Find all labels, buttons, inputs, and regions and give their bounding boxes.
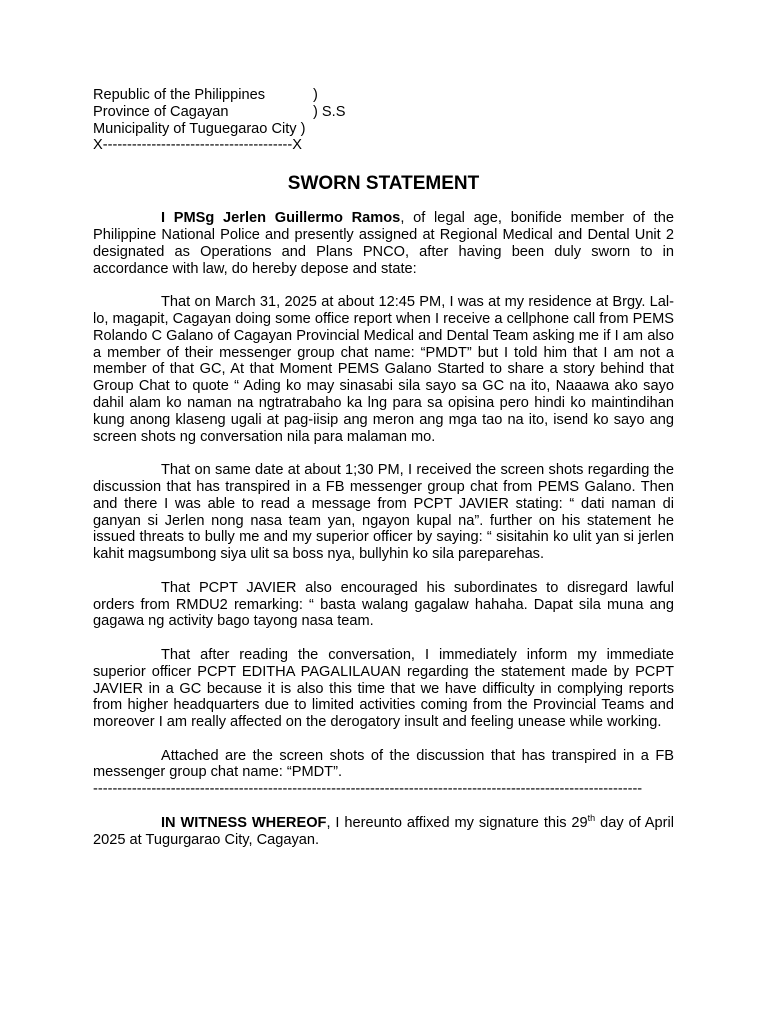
witness-heading: IN WITNESS WHEREOF	[161, 814, 327, 831]
section-divider: -----------------------------------------------------------------------------------------------------------------	[93, 781, 643, 798]
paragraph-witness	[93, 815, 674, 849]
caption-ss: ) S.S	[313, 103, 346, 120]
caption-paren-3-text: )	[300, 120, 306, 137]
caption-paren-1: )	[313, 87, 318, 103]
caption-line-3	[93, 121, 674, 138]
caption-municipality: Municipality of Tuguegarao City	[93, 120, 297, 137]
witness-text-a: , I hereunto affixed my signature this 29	[326, 814, 588, 831]
paragraph-screenshots: That on same date at about 1;30 PM, I received the screen shots regarding the discussion that has transpired in a FB messenger group chat from PEMS Galano. Then and there I was able to read a message from PCPT JAVIER stating: “ dati naman di ganyan si Jerlen nong nasa team yan, ngayon kupal na”. further on his statement he issued threats to bully me and my superior officer by saying: “ sisitahin ko ulit yan si jerlen kahit magsumbong siya ulit sa boss nya, bullyhin ko sila pareparehas.	[93, 462, 674, 563]
caption-separator: X---------------------------------------X	[93, 137, 303, 154]
paragraph-inform-superior: That after reading the conversation, I immediately inform my immediate superior officer PCPT EDITHA PAGALILAUAN regarding the statement made by PCPT JAVIER in a GC because it is also this time that we have difficulty in complying reports from higher headquarters due to limited activities coming from the Provincial Teams and moreover I am really affected on the derogatory insult and feeling unease while working.	[93, 646, 674, 731]
caption-province: Province of Cagayan	[93, 103, 229, 120]
paragraph-intro	[93, 210, 674, 277]
caption-line-1	[93, 87, 674, 104]
paragraph-march-31: That on March 31, 2025 at about 12:45 PM, I was at my residence at Brgy. Lal-lo, magapit, Cagayan doing some office report when I receive a cellphone call from PEMS Rolando C Galano of Cagayan Provincial Medical and Dental Team asking me if I am also a member of their messenger group chat name: “PMDT” but I told him that I am not a member of that GC, At that Moment PEMS Galano Started to share a story behind that Group Chat to quote “ Ading ko may sinasabi sila sayo sa GC na ito, Naaawa ako sayo dahil alam ko naman na ngtratrabaho ka lng para sa opisina pero hindi ko maintindihan kung anong klaseng ugali at pag-iisip ang meron ang mga tao na ito, isend ko sayo ang screen shots ng conversation nila para malaman mo.	[93, 294, 674, 445]
intro-text: , of legal age, bonifide member of the Philippine National Police and presently assigned at Regional Medical and Dental Unit 2 designated as Operations and Plans PNCO, after having been duly sworn to in accordance with law, do hereby depose and state:	[93, 210, 675, 277]
affiant-name: I PMSg Jerlen Guillermo Ramos	[161, 210, 401, 227]
ordinal-suffix: th	[587, 813, 596, 824]
page-title: SWORN STATEMENT	[287, 173, 480, 195]
caption-republic: Republic of the Philippines	[93, 87, 265, 103]
caption-paren-3	[297, 121, 306, 138]
paragraph-attached: Attached are the screen shots of the discussion that has transpired in a FB messenger group chat name: “PMDT”.	[93, 747, 674, 781]
paragraph-subordinates: That PCPT JAVIER also encouraged his subordinates to disregard lawful orders from RMDU2 remarking: “ basta walang gagalaw hahaha. Dapat sila muna ang gagawa ng activity bago tayong nasa team.	[93, 579, 674, 630]
caption-line-2	[93, 104, 674, 121]
witness-text-b: day of April 2025 at Tugurgarao City, Cagayan.	[93, 814, 674, 848]
